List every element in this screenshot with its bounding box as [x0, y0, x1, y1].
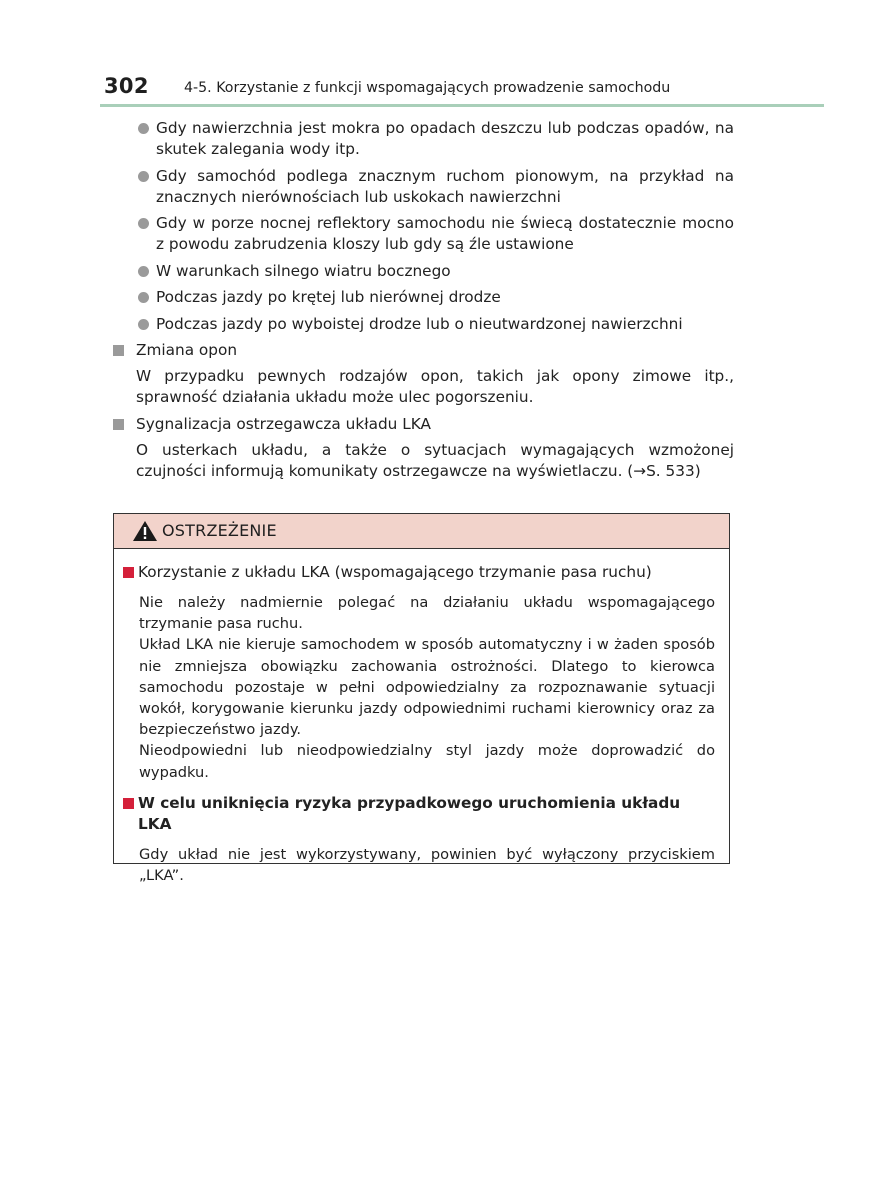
list-item-text: W warunkach silnego wiatru bocznego	[156, 261, 451, 280]
page-number: 302	[104, 74, 149, 98]
square-bullet-icon	[113, 345, 124, 356]
list-item	[112, 213, 734, 255]
section-heading-warnings	[112, 414, 734, 435]
section-title: 4-5. Korzystanie z funkcji wspomagających prowadzenie samochodu	[184, 80, 671, 96]
section-heading-tires	[112, 340, 734, 361]
list-item-text: Podczas jazdy po wyboistej drodze lub o nieutwardzonej nawierzchni	[156, 314, 683, 333]
page-header	[100, 72, 824, 106]
warning-item-heading	[122, 793, 715, 835]
red-square-icon	[123, 567, 134, 578]
bullet-icon	[138, 123, 149, 134]
list-item-text: Gdy nawierzchnia jest mokra po opadach deszczu lub podczas opadów, na skutek zalegania wody itp.	[156, 119, 734, 158]
list-item	[112, 166, 734, 208]
list-item	[112, 261, 734, 282]
warning-item-heading-text: Korzystanie z układu LKA (wspomagającego trzymanie pasa ruchu)	[138, 563, 652, 581]
warning-title: OSTRZEŻENIE	[162, 521, 277, 540]
section-heading-text: Sygnalizacja ostrzegawcza układu LKA	[136, 415, 431, 433]
header-divider	[100, 104, 824, 107]
list-item-text: Gdy samochód podlega znacznym ruchom pionowym, na przykład na znacznych nierównościach lub uskokach nawierzchni	[156, 166, 734, 206]
list-item	[112, 287, 734, 308]
list-item-text: Podczas jazdy po krętej lub nierównej drodze	[156, 288, 501, 306]
warning-item-heading-text: W celu uniknięcia ryzyka przypadkowego uruchomienia układu LKA	[138, 793, 681, 833]
bullet-icon	[138, 319, 149, 330]
warning-item-heading	[122, 562, 715, 583]
warning-body	[114, 549, 729, 886]
bullet-icon	[138, 292, 149, 303]
warning-item-text: Gdy układ nie jest wykorzystywany, powinien być wyłączony przyciskiem „LKA”.	[139, 845, 715, 885]
red-square-icon	[123, 798, 134, 809]
list-item	[112, 118, 734, 160]
main-content	[112, 118, 734, 488]
section-paragraph: W przypadku pewnych rodzajów opon, takich jak opony zimowe itp., sprawność działania układu może ulec pogorszeniu.	[136, 367, 734, 406]
bullet-icon	[138, 266, 149, 277]
bullet-icon	[138, 218, 149, 229]
warning-item-text: Nie należy nadmiernie polegać na działaniu układu wspomagającego trzymanie pasa ruchu. Układ LKA nie kieruje samochodem w sposób automatyczny i w żaden sposób nie zmniejsza obowiązku zachowania ostrożności. Dlatego to kierowca samochodu pozostaje w pełni odpowiedzialny za rozpoznawanie sytuacji wokół, korygowanie kierunku jazdy odpowiednimi ruchami kierownicy oraz za bezpieczeństwo jazdy. Nieodpowiedni lub nieodpowiedzialny styl jazdy może doprowadzić do wypadku.	[139, 594, 715, 781]
square-bullet-icon	[113, 419, 124, 430]
bullet-icon	[138, 171, 149, 182]
section-paragraph: O usterkach układu, a także o sytuacjach wymagających wzmożonej czujności informują komunikaty ostrzegawcze na wyświetlaczu. (→S. 533)	[136, 441, 734, 480]
warning-header	[114, 514, 729, 549]
warning-box	[113, 513, 730, 885]
list-item-text: Gdy w porze nocnej reflektory samochodu nie świecą dostatecznie mocno z powodu zabrudzenia kloszy lub gdy są źle ustawione	[156, 214, 734, 253]
section-heading-text: Zmiana opon	[136, 341, 238, 359]
warning-triangle-icon	[132, 520, 158, 542]
list-item	[112, 314, 734, 335]
